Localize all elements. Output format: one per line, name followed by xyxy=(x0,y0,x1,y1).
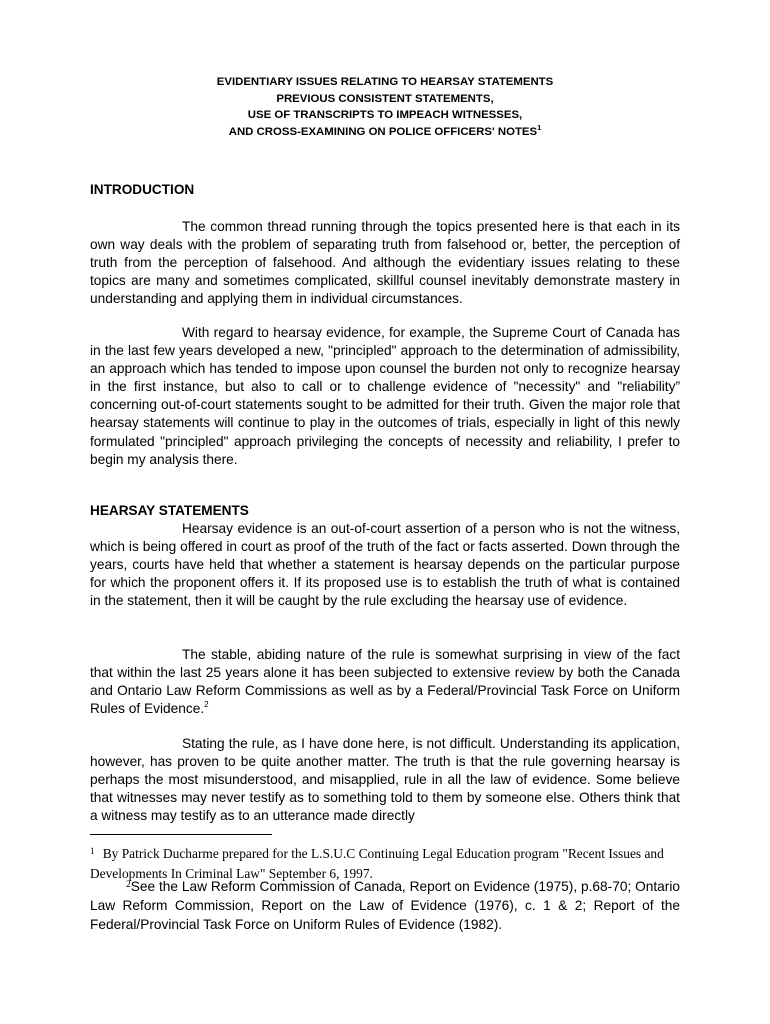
paragraph-text: The common thread running through the topics presented here is that each in its own way deals with the problem of separating truth from falsehood or, better, the perception of truth from the perception of falsehood. And although the evidentiary issues relating to these topics are many and sometimes complicated, skillful counsel inevitably demonstrate mastery in understanding and applying them in individual circumstances. xyxy=(90,219,680,307)
footnote-divider xyxy=(90,834,272,835)
paragraph xyxy=(90,324,680,469)
footnote-mark: 1 xyxy=(90,847,95,857)
paragraph xyxy=(90,218,680,308)
paragraph-text: The stable, abiding nature of the rule is somewhat surprising in view of the fact that within the last 25 years alone it has been subjected to extensive review by both the Canada and Ontario Law Reform Commissions as well as by a Federal/Provincial Task Force on Uniform Rules of Evidence. xyxy=(90,647,680,717)
section-heading-introduction: INTRODUCTION xyxy=(90,182,195,197)
document-title xyxy=(90,74,680,140)
section-heading-hearsay: HEARSAY STATEMENTS xyxy=(90,503,249,518)
title-line: EVIDENTIARY ISSUES RELATING TO HEARSAY STATEMENTS xyxy=(216,76,554,88)
paragraph xyxy=(90,735,680,825)
paragraph-text: With regard to hearsay evidence, for example, the Supreme Court of Canada has in the last few years developed a new, "principled" approach to the determination of admissibility, an approach which has tended to impose upon counsel the burden not only to recognize hearsay in the first instance, but also to call or to challenge evidence of "necessity" and "reliability” concerning out-of-court statements sought to be admitted for their truth. Given the major role that hearsay statements will continue to play in the outcomes of trials, especially in light of this newly formulated "principled" approach privileging the concepts of necessity and reliability, I prefer to begin my analysis there. xyxy=(90,325,680,467)
paragraph-text: Hearsay evidence is an out-of-court assertion of a person who is not the witness, which is being offered in court as proof of the truth of the fact or facts asserted. Down through the years, courts have held that whether a statement is hearsay depends on the particular purpose for which the proponent offers it. If its proposed use is to establish the truth of what is contained in the statement, then it will be caught by the rule excluding the hearsay use of evidence. xyxy=(90,521,680,609)
footnote-text: See the Law Reform Commission of Canada, Report on Evidence (1975), p.68-70; Ontario Law Reform Commission, Report on the Law of Evidence (1976), c. 1 & 2; Report of the Federal/Provincial Task Force on Uniform Rules of Evidence (1982). xyxy=(90,879,680,932)
paragraph xyxy=(90,520,680,610)
paragraph xyxy=(90,646,680,718)
footnote-2 xyxy=(90,878,680,934)
footnote-text: By Patrick Ducharme prepared for the L.S.U.C Continuing Legal Education program "Recent Issues and Developments In Criminal Law" September 6, 1997. xyxy=(90,846,664,881)
title-line: USE OF TRANSCRIPTS TO IMPEACH WITNESSES, xyxy=(247,109,523,121)
footnote-mark: 2 xyxy=(126,880,131,890)
paragraph-text: Stating the rule, as I have done here, is not difficult. Understanding its application, however, has proven to be quite another matter. The truth is that the rule governing hearsay is perhaps the most misunderstood, and misapplied, rule in all the law of evidence. Some believe that witnesses may never testify as to something told to them by someone else. Others think that a witness may testify as to an utterance made directly xyxy=(90,736,680,824)
footnote-ref: 1 xyxy=(537,122,542,132)
footnote-ref: 2 xyxy=(204,700,209,710)
title-line: PREVIOUS CONSISTENT STATEMENTS, xyxy=(276,92,494,105)
title-line-text: AND CROSS-EXAMINING ON POLICE OFFICERS' NOTES xyxy=(228,125,538,138)
title-line xyxy=(90,124,680,141)
